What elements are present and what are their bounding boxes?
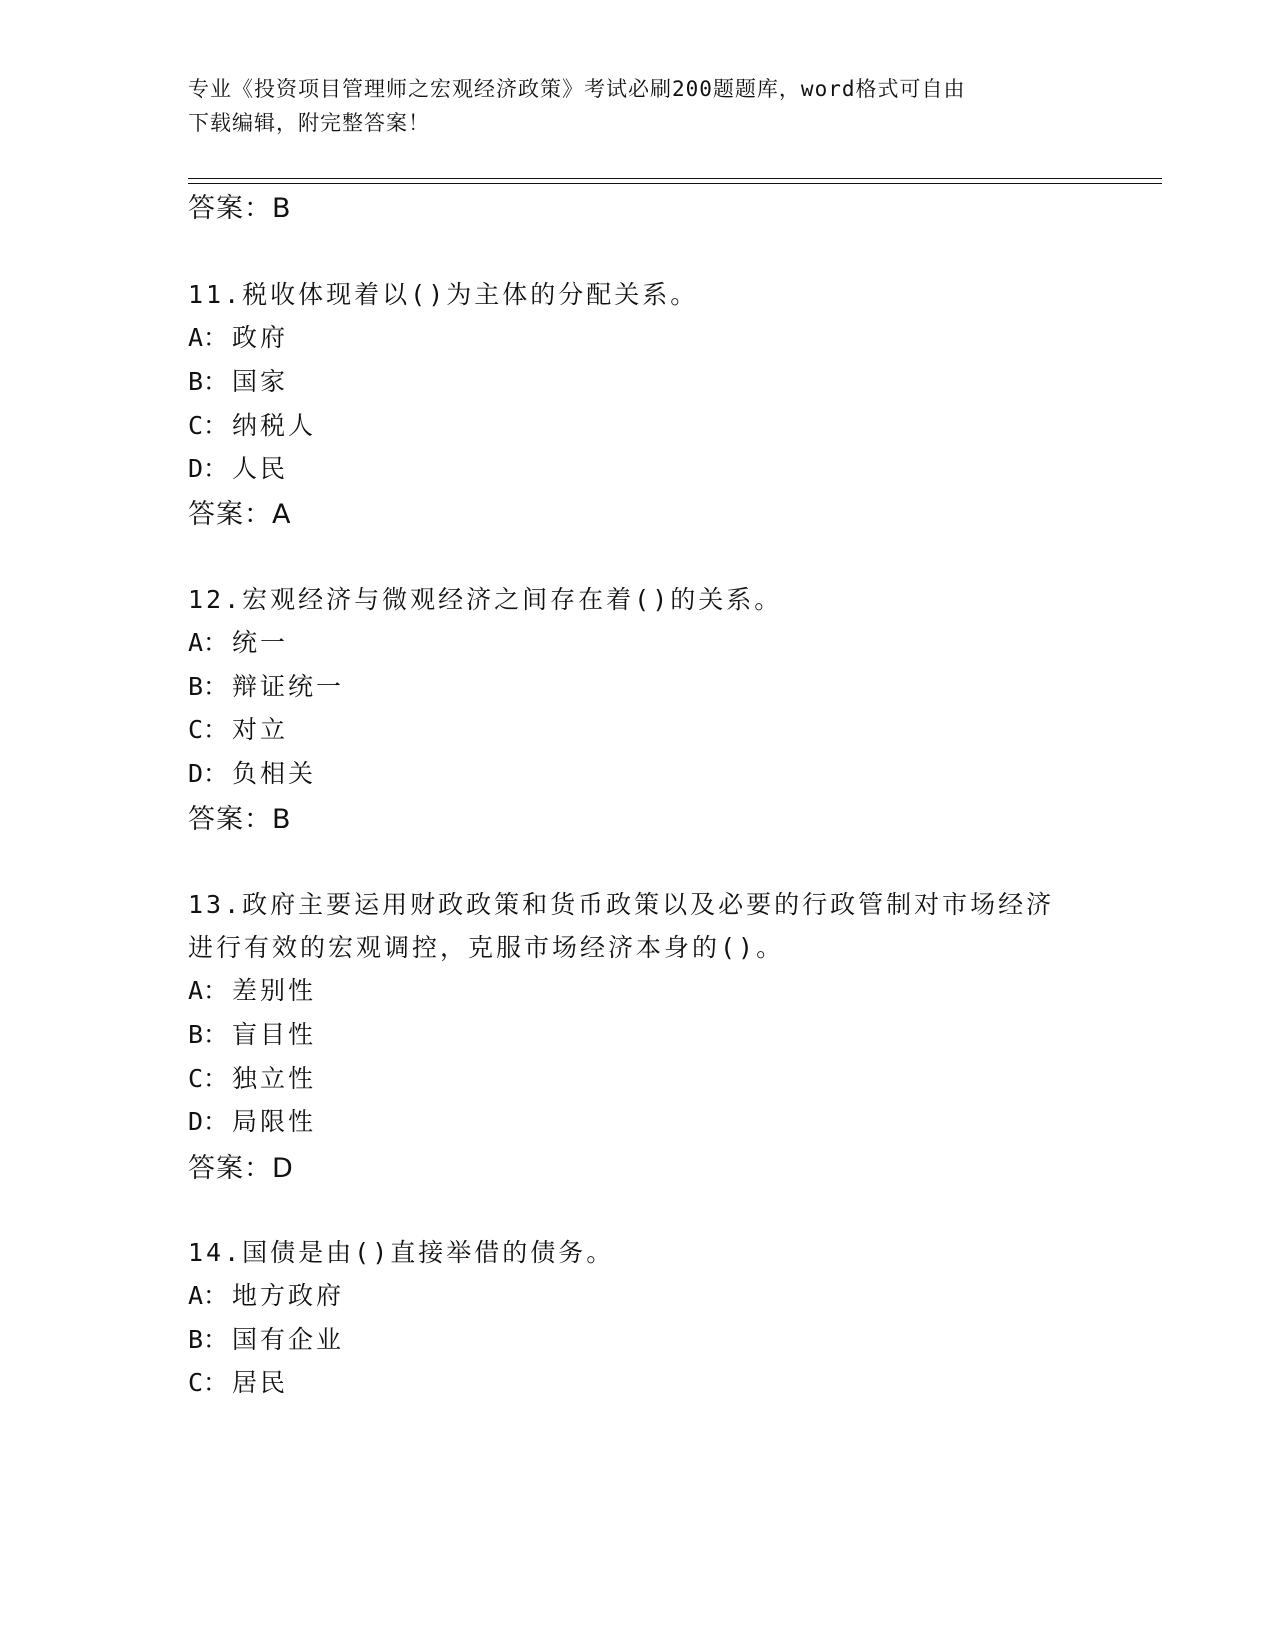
answer-q11: 答案：A: [188, 499, 292, 530]
question-11-option-d: [188, 449, 288, 485]
question-14-stem: 14.国债是由()直接举借的债务。: [188, 1238, 615, 1267]
answer-q12: 答案：B: [188, 804, 292, 835]
question-11-option-b: [188, 362, 288, 398]
option-text: 盲目性: [232, 1020, 317, 1049]
option-text: 政府: [232, 323, 289, 352]
answer-q10: 答案：B: [188, 193, 292, 224]
option-letter: C：: [188, 715, 229, 744]
question-13-stem-line-1: 13.政府主要运用财政政策和货币政策以及必要的行政管制对市场经济: [188, 890, 1055, 919]
option-letter: A：: [188, 976, 229, 1005]
option-text: 居民: [232, 1368, 289, 1397]
answer-q13: 答案：D: [188, 1153, 294, 1184]
header-line-1: 专业《投资项目管理师之宏观经济政策》考试必刷200题题库，word格式可自由: [188, 77, 966, 101]
option-letter: C：: [188, 411, 229, 440]
option-letter: D：: [188, 759, 229, 788]
question-12-option-c: [188, 710, 288, 746]
option-letter: C：: [188, 1064, 229, 1093]
option-text: 国有企业: [232, 1325, 345, 1354]
question-14-option-b: [188, 1320, 344, 1356]
option-letter: A：: [188, 323, 229, 352]
question-13-option-a: [188, 971, 316, 1007]
question-12-option-a: [188, 623, 288, 659]
option-text: 差别性: [232, 976, 317, 1005]
header-line-2: 下载编辑，附完整答案！: [188, 111, 430, 135]
question-12-option-b: [188, 667, 344, 703]
option-letter: C：: [188, 1368, 229, 1397]
option-text: 统一: [232, 628, 289, 657]
option-letter: B：: [188, 1020, 229, 1049]
question-14-option-a: [188, 1276, 344, 1312]
header-divider-top: [188, 178, 1162, 179]
question-12-stem: 12.宏观经济与微观经济之间存在着()的关系。: [188, 585, 783, 614]
document-header: [188, 72, 1088, 140]
question-14-option-c: [188, 1363, 288, 1399]
option-text: 负相关: [232, 759, 317, 788]
question-13-option-b: [188, 1015, 316, 1051]
question-11-stem: 11.税收体现着以()为主体的分配关系。: [188, 280, 699, 309]
question-13-option-d: [188, 1102, 316, 1138]
option-text: 独立性: [232, 1064, 317, 1093]
option-letter: D：: [188, 454, 229, 483]
question-12-option-d: [188, 754, 316, 790]
option-text: 人民: [232, 454, 289, 483]
option-text: 辩证统一: [232, 672, 345, 701]
option-letter: A：: [188, 1281, 229, 1310]
header-divider-bottom: [188, 183, 1162, 184]
option-letter: B：: [188, 367, 229, 396]
question-13-option-c: [188, 1059, 316, 1095]
option-letter: B：: [188, 1325, 229, 1354]
option-letter: A：: [188, 628, 229, 657]
option-letter: D：: [188, 1107, 229, 1136]
option-text: 纳税人: [232, 411, 317, 440]
option-letter: B：: [188, 672, 229, 701]
option-text: 对立: [232, 715, 289, 744]
option-text: 地方政府: [232, 1281, 345, 1310]
question-11-option-a: [188, 318, 288, 354]
question-11-option-c: [188, 406, 316, 442]
option-text: 国家: [232, 367, 289, 396]
question-13-stem-line-2: 进行有效的宏观调控，克服市场经济本身的()。: [188, 933, 785, 962]
option-text: 局限性: [232, 1107, 317, 1136]
